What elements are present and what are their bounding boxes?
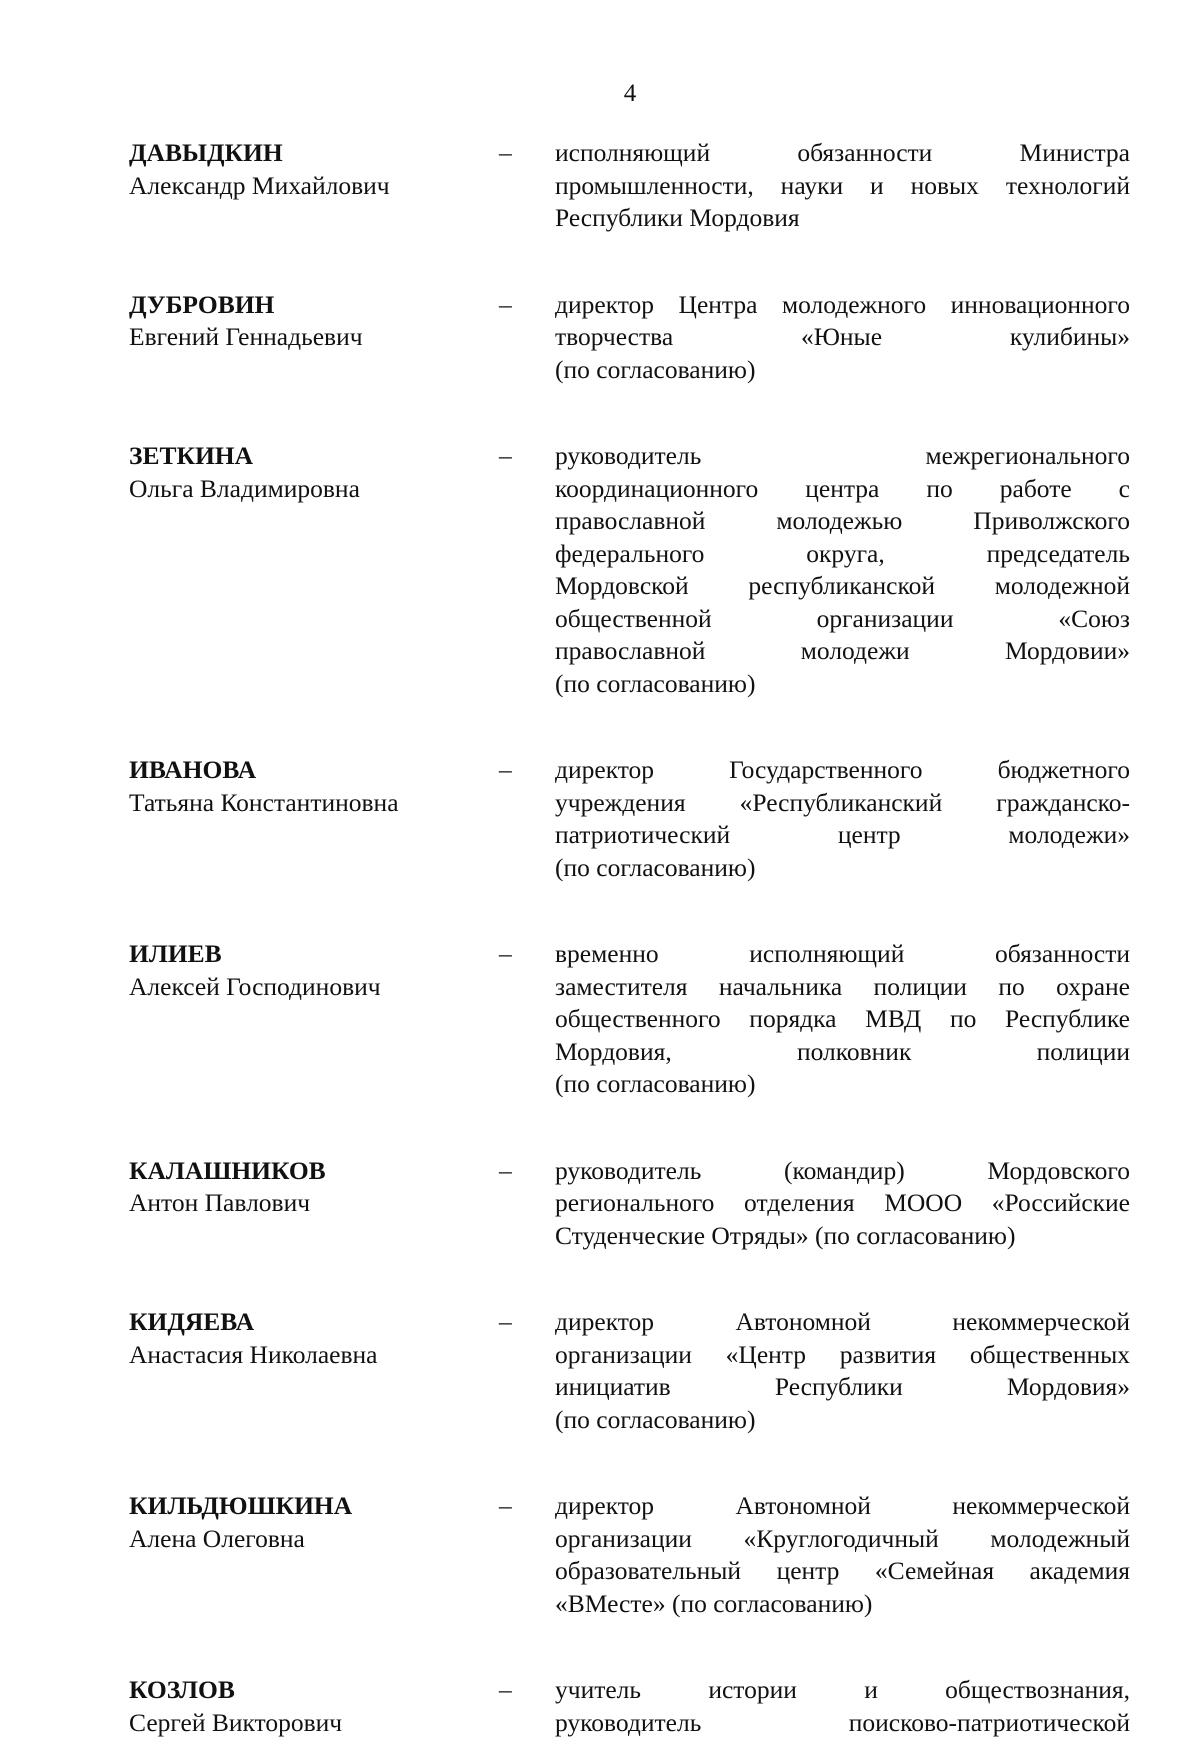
role-line: образовательный центр «Семейная академия bbox=[555, 1555, 1130, 1588]
role-line: промышленности, науки и новых технологий bbox=[555, 170, 1130, 203]
member-entry bbox=[0, 289, 1200, 387]
member-entry bbox=[0, 1306, 1200, 1436]
page-number: 4 bbox=[0, 80, 1200, 108]
member-given-names: Алена Олеговна bbox=[129, 1523, 499, 1556]
member-surname: ИВАНОВА bbox=[129, 754, 499, 787]
member-surname: ИЛИЕВ bbox=[129, 938, 499, 971]
member-given-names: Алексей Господинович bbox=[129, 971, 499, 1004]
dash-separator: – bbox=[499, 137, 555, 170]
dash-separator: – bbox=[499, 1490, 555, 1523]
role-line: временно исполняющий обязанности bbox=[555, 938, 1130, 971]
member-given-names: Анастасия Николаевна bbox=[129, 1339, 499, 1372]
member-entry bbox=[0, 1674, 1200, 1739]
dash-separator: – bbox=[499, 1155, 555, 1188]
member-role bbox=[555, 1490, 1130, 1620]
member-surname: КАЛАШНИКОВ bbox=[129, 1155, 499, 1188]
role-line: организации «Центр развития общественных bbox=[555, 1339, 1130, 1372]
member-given-names: Александр Михайлович bbox=[129, 170, 499, 203]
member-given-names: Антон Павлович bbox=[129, 1187, 499, 1220]
member-name bbox=[0, 137, 499, 202]
role-line: творчества «Юные кулибины» bbox=[555, 321, 1130, 354]
role-line: инициатив Республики Мордовия» bbox=[555, 1371, 1130, 1404]
member-list bbox=[0, 137, 1200, 1739]
role-line: директор Автономной некоммерческой bbox=[555, 1306, 1130, 1339]
dash-separator: – bbox=[499, 440, 555, 473]
role-line: руководитель межрегионального bbox=[555, 440, 1130, 473]
role-line: общественной организации «Союз bbox=[555, 603, 1130, 636]
role-line: руководитель поисково-патриотической bbox=[555, 1707, 1130, 1739]
member-role bbox=[555, 754, 1130, 884]
member-entry bbox=[0, 440, 1200, 700]
dash-separator: – bbox=[499, 938, 555, 971]
member-entry bbox=[0, 137, 1200, 235]
role-line: руководитель (командир) Мордовского bbox=[555, 1155, 1130, 1188]
member-surname: КИЛЬДЮШКИНА bbox=[129, 1490, 499, 1523]
member-name bbox=[0, 289, 499, 354]
member-given-names: Сергей Викторович bbox=[129, 1707, 499, 1739]
role-line: (по согласованию) bbox=[555, 1068, 1130, 1101]
role-line: Студенческие Отряды» (по согласованию) bbox=[555, 1220, 1130, 1253]
role-line: общественного порядка МВД по Республике bbox=[555, 1003, 1130, 1036]
role-line: Республики Мордовия bbox=[555, 202, 1130, 235]
member-entry bbox=[0, 1490, 1200, 1620]
member-name bbox=[0, 1674, 499, 1739]
member-name bbox=[0, 754, 499, 819]
member-surname: КОЗЛОВ bbox=[129, 1674, 499, 1707]
role-line: исполняющий обязанности Министра bbox=[555, 137, 1130, 170]
member-surname: ДАВЫДКИН bbox=[129, 137, 499, 170]
member-role bbox=[555, 1155, 1130, 1253]
role-line: (по согласованию) bbox=[555, 668, 1130, 701]
role-line: директор Центра молодежного инновационного bbox=[555, 289, 1130, 322]
member-role bbox=[555, 137, 1130, 235]
role-line: организации «Круглогодичный молодежный bbox=[555, 1523, 1130, 1556]
member-given-names: Евгений Геннадьевич bbox=[129, 321, 499, 354]
member-role bbox=[555, 289, 1130, 387]
dash-separator: – bbox=[499, 1306, 555, 1339]
role-line: «ВМесте» (по согласованию) bbox=[555, 1588, 1130, 1621]
member-given-names: Ольга Владимировна bbox=[129, 473, 499, 506]
member-name bbox=[0, 938, 499, 1003]
member-surname: ЗЕТКИНА bbox=[129, 440, 499, 473]
role-line: Мордовской республиканской молодежной bbox=[555, 570, 1130, 603]
member-entry bbox=[0, 938, 1200, 1101]
role-line: директор Государственного бюджетного bbox=[555, 754, 1130, 787]
role-line: координационного центра по работе с bbox=[555, 473, 1130, 506]
member-role bbox=[555, 938, 1130, 1101]
role-line: Мордовия, полковник полиции bbox=[555, 1036, 1130, 1069]
dash-separator: – bbox=[499, 1674, 555, 1707]
dash-separator: – bbox=[499, 754, 555, 787]
role-line: федерального округа, председатель bbox=[555, 538, 1130, 571]
role-line: регионального отделения МООО «Российские bbox=[555, 1187, 1130, 1220]
role-line: учитель истории и обществознания, bbox=[555, 1674, 1130, 1707]
member-entry bbox=[0, 1155, 1200, 1253]
role-line: директор Автономной некоммерческой bbox=[555, 1490, 1130, 1523]
role-line: патриотический центр молодежи» bbox=[555, 819, 1130, 852]
member-given-names: Татьяна Константиновна bbox=[129, 787, 499, 820]
member-role bbox=[555, 1306, 1130, 1436]
member-role bbox=[555, 440, 1130, 700]
dash-separator: – bbox=[499, 289, 555, 322]
member-name bbox=[0, 440, 499, 505]
member-surname: КИДЯЕВА bbox=[129, 1306, 499, 1339]
role-line: (по согласованию) bbox=[555, 354, 1130, 387]
member-name bbox=[0, 1490, 499, 1555]
member-entry bbox=[0, 754, 1200, 884]
member-surname: ДУБРОВИН bbox=[129, 289, 499, 322]
role-line: православной молодежью Приволжского bbox=[555, 505, 1130, 538]
member-role bbox=[555, 1674, 1130, 1739]
member-name bbox=[0, 1155, 499, 1220]
member-name bbox=[0, 1306, 499, 1371]
role-line: учреждения «Республиканский гражданско- bbox=[555, 787, 1130, 820]
role-line: православной молодежи Мордовии» bbox=[555, 635, 1130, 668]
role-line: (по согласованию) bbox=[555, 1404, 1130, 1437]
role-line: заместителя начальника полиции по охране bbox=[555, 971, 1130, 1004]
role-line: (по согласованию) bbox=[555, 852, 1130, 885]
